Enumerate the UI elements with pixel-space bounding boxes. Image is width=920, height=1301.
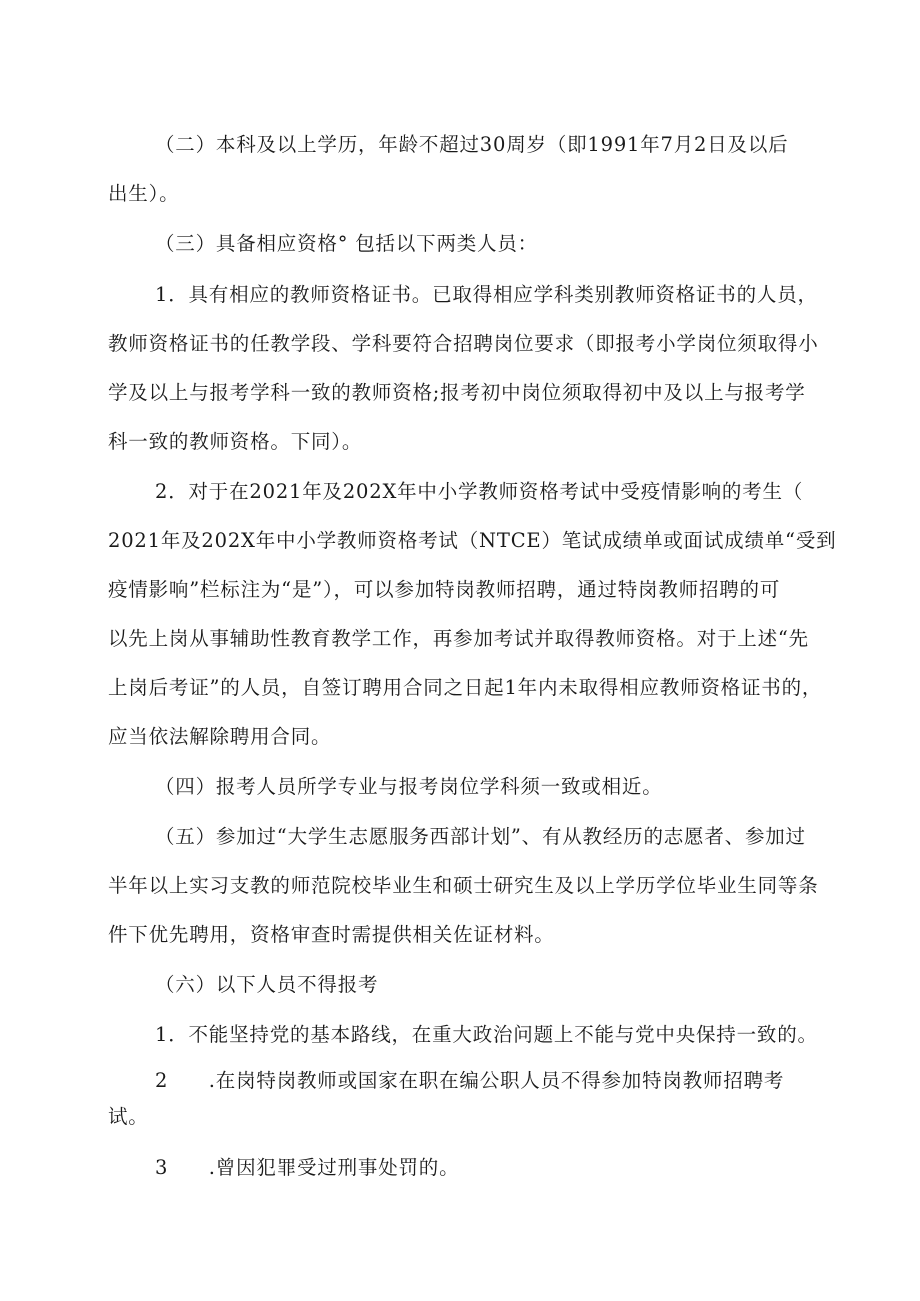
paragraph-6-line-1: （六）以下人员不得报考 — [155, 973, 379, 996]
item-3-2-line-1: 2．对于在2021年及202X年中小学教师资格考试中受疫情影响的考生（ — [155, 480, 804, 503]
item-6-1-line-1: 1．不能坚持党的基本路线，在重大政治问题上不能与党中央保持一致的。 — [155, 1023, 818, 1046]
item-3-2-line-4: 以先上岗从事辅助性教育教学工作，再参加考试并取得教师资格。对于上述“先 — [108, 627, 809, 650]
paragraph-5-line-2: 半年以上实习支教的师范院校毕业生和硕士研究生及以上学历学位毕业生同等条 — [108, 874, 819, 897]
paragraph-2-line-2: 出生）。 — [108, 182, 180, 205]
item-3-2-line-3: 疫情影响”栏标注为“是”），可以参加特岗教师招聘，通过特岗教师招聘的可 — [108, 578, 781, 601]
item-3-2-line-5: 上岗后考证”的人员，自签订聘用合同之日起1年内未取得相应教师资格证书的， — [108, 676, 823, 699]
paragraph-3-line-1: （三）具备相应资格° 包括以下两类人员： — [155, 232, 538, 255]
paragraph-5-line-1: （五）参加过“大学生志愿服务西部计划”、有从教经历的志愿者、参加过 — [155, 825, 806, 848]
item-3-1-line-3: 学及以上与报考学科一致的教师资格;报考初中岗位须取得初中及以上与报考学 — [108, 381, 806, 404]
item-6-3-line-1: 3 .曾因犯罪受过刑事处罚的。 — [155, 1156, 460, 1179]
paragraph-4-line-1: （四）报考人员所学专业与报考岗位学科须一致或相近。 — [155, 775, 663, 798]
item-3-2-line-6: 应当依法解除聘用合同。 — [108, 725, 332, 748]
paragraph-5-line-3: 件下优先聘用，资格审查时需提供相关佐证材料。 — [108, 923, 555, 946]
paragraph-2-line-1: （二）本科及以上学历，年龄不超过30周岁（即1991年7月2日及以后 — [155, 133, 789, 156]
item-3-1-line-2: 教师资格证书的任教学段、学科要符合招聘岗位要求（即报考小学岗位须取得小 — [108, 332, 819, 355]
item-3-1-line-4: 科一致的教师资格。下同）。 — [108, 430, 363, 453]
item-3-2-line-2: 2021年及202X年中小学教师资格考试（NTCE）笔试成绩单或面试成绩单“受到 — [108, 529, 837, 552]
item-3-1-line-1: 1．具有相应的教师资格证书。已取得相应学科类别教师资格证书的人员， — [155, 283, 818, 306]
item-6-2-line-1: 2 .在岗特岗教师或国家在职在编公职人员不得参加特岗教师招聘考 — [155, 1069, 785, 1092]
item-6-2-line-2: 试。 — [108, 1105, 149, 1128]
